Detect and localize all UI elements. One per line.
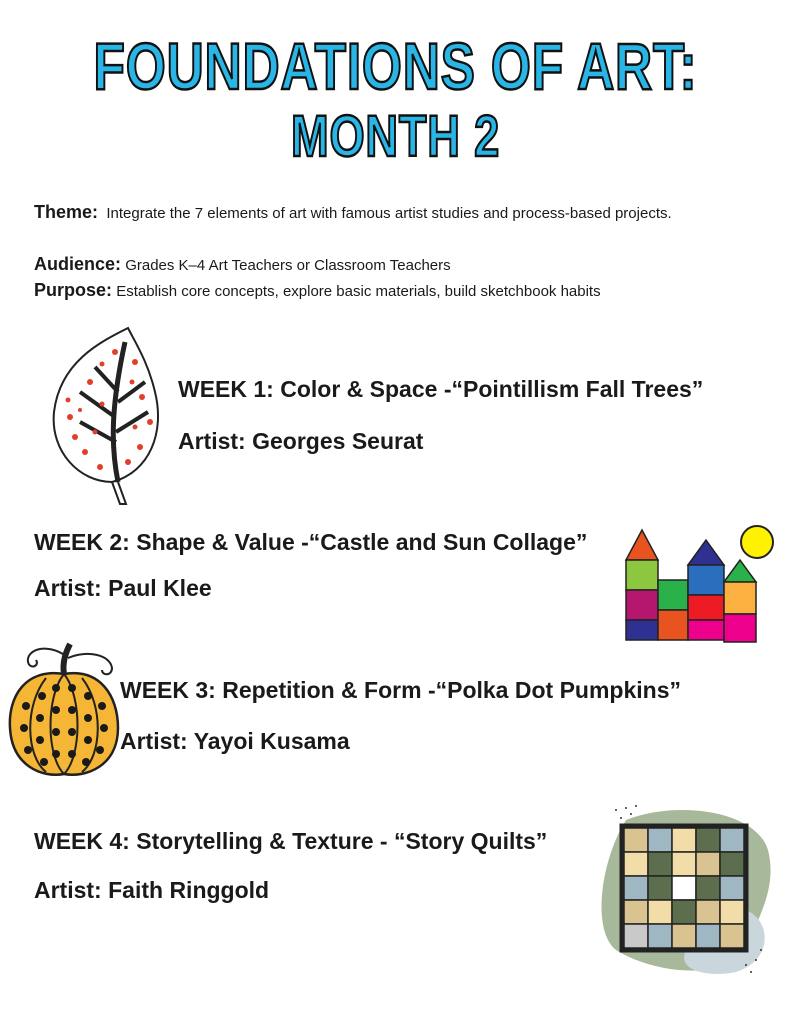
theme-label: Theme: bbox=[34, 202, 99, 222]
pumpkin-icon bbox=[6, 636, 122, 782]
page-subtitle: MONTH 2 bbox=[290, 104, 501, 169]
purpose-value: Establish core concepts, explore basic materials, build sketchbook habits bbox=[116, 283, 601, 300]
castle-icon bbox=[622, 520, 782, 650]
quilt-icon bbox=[596, 800, 776, 980]
week-1-heading: WEEK 1: Color & Space -“Pointillism Fall Trees” bbox=[178, 376, 704, 402]
week-1-artist: Artist: Georges Seurat bbox=[178, 428, 424, 454]
week-4-artist: Artist: Faith Ringgold bbox=[34, 877, 270, 903]
week-2-artist: Artist: Paul Klee bbox=[34, 575, 212, 601]
week-2-heading: WEEK 2: Shape & Value -“Castle and Sun Collage” bbox=[34, 529, 588, 555]
leaf-icon bbox=[40, 322, 170, 512]
audience-value: Grades K–4 Art Teachers or Classroom Teachers bbox=[125, 257, 451, 274]
week-3-heading: WEEK 3: Repetition & Form -“Polka Dot Pumpkins” bbox=[120, 677, 681, 703]
purpose-label: Purpose: bbox=[34, 280, 113, 300]
theme-line bbox=[34, 202, 754, 224]
week-4-heading: WEEK 4: Storytelling & Texture - “Story Quilts” bbox=[34, 828, 548, 854]
page-title: FOUNDATIONS OF ART: bbox=[93, 29, 698, 103]
week-3-artist: Artist: Yayoi Kusama bbox=[120, 728, 350, 754]
audience-label: Audience: bbox=[34, 254, 122, 274]
theme-value: Integrate the 7 elements of art with famous artist studies and process-based projects. bbox=[106, 205, 672, 222]
purpose-line bbox=[34, 280, 754, 302]
audience-line bbox=[34, 254, 754, 276]
